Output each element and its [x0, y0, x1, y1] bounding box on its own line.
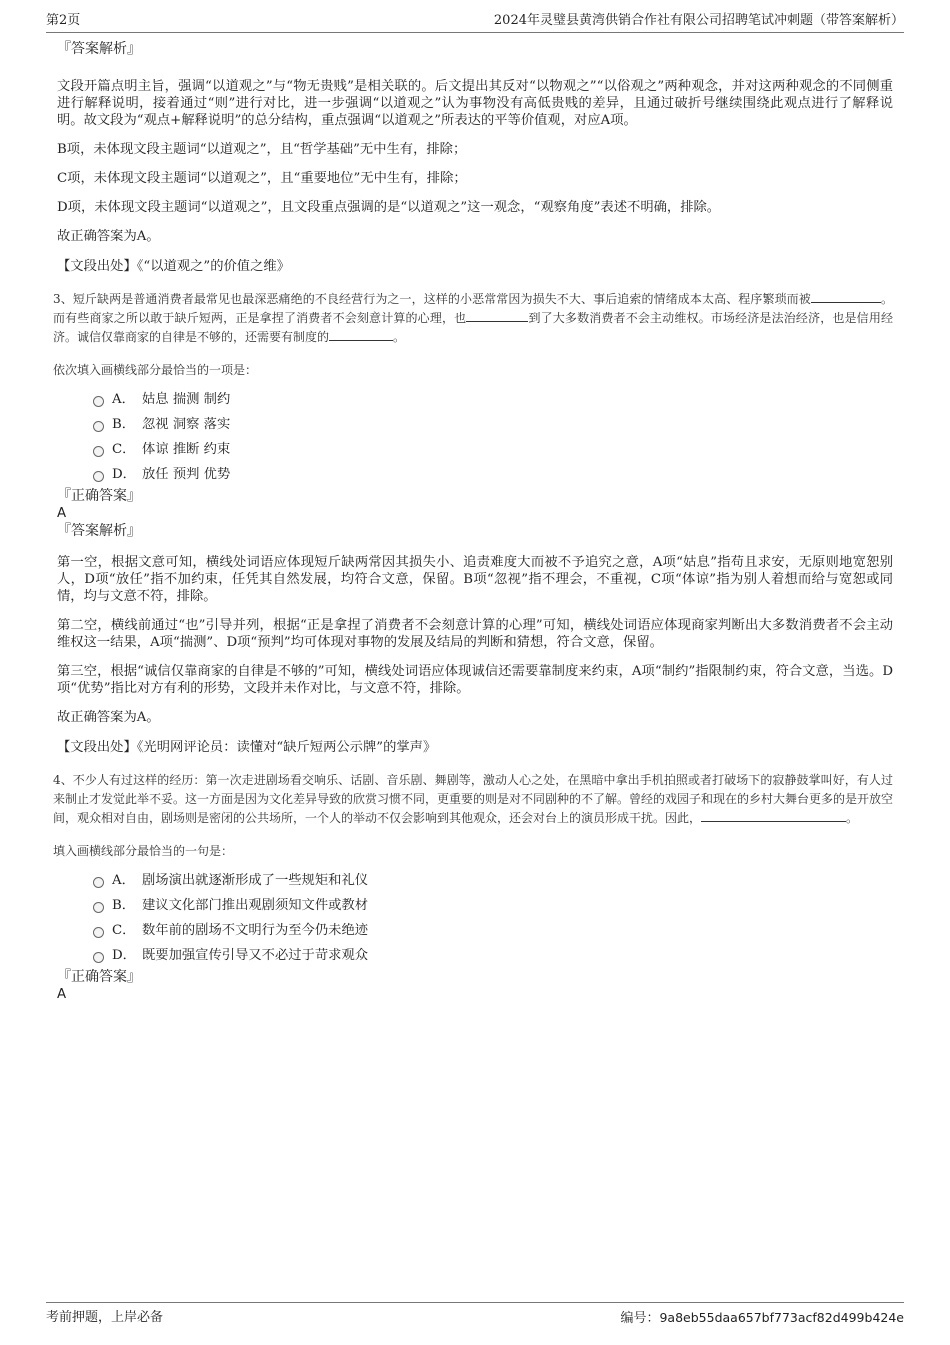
q4-option-c[interactable]: C． 数年前的剧场不文明行为至今仍未绝迹 [93, 918, 893, 943]
q2-analysis-paragraph-4: D项，未体现文段主题词“以道观之”，且文段重点强调的是“以道观之”这一观念，“观察角度”表述不明确，排除。 [57, 200, 721, 215]
fill-blank-3 [329, 328, 393, 341]
q4-option-d[interactable]: D． 既要加强宣传引导又不必过于苛求观众 [93, 943, 893, 968]
radio-icon[interactable] [93, 446, 104, 457]
fill-blank-1 [811, 290, 881, 303]
fill-blank-2 [466, 309, 528, 322]
q3-option-b[interactable]: B． 忽视 洞察 落实 [93, 412, 893, 437]
q3-conclusion: 故正确答案为A。 [57, 710, 160, 725]
q3-prompt: 依次填入画横线部分最恰当的一项是： [53, 363, 258, 377]
radio-icon[interactable] [93, 927, 104, 938]
q3-analysis-label: 『答案解析』 [57, 523, 141, 539]
q3-correct-label: 『正确答案』 [57, 488, 141, 504]
q3-analysis-paragraph-1: 第一空，根据文意可知，横线处词语应体现短斤缺两常因其损失小、追责难度大而被不予追究之意，A项“姑息”指苟且求安，无原则地宽恕别人，D项“放任”指不加约束，任凭其自然发展，均符合文意，保留。B项“忽视”指不理会，不重视，C项“体谅”指为别人着想而给与宽恕或同情，均与文意不符，排除。 [57, 555, 893, 604]
document-code: 编号：9a8eb55daa657bf773acf82d499b424e [620, 1310, 904, 1326]
q3-option-a[interactable]: A． 姑息 揣测 制约 [93, 387, 893, 412]
q3-analysis-paragraph-2: 第二空，横线前通过“也”引导并列，根据“正是拿捏了消费者不会刻意计算的心理”可知，横线处词语应体现商家判断出大多数消费者不会主动维权这一结果，A项“揣测”、D项“预判”均可体现对事物的发展及结局的判断和猜想，符合文意，保留。 [57, 618, 893, 650]
q3-correct-answer: A [57, 506, 67, 521]
page-content [53, 40, 894, 1003]
radio-icon[interactable] [93, 396, 104, 407]
footer-slogan: 考前押题，上岸必备 [46, 1310, 164, 1325]
page-footer [46, 1302, 904, 1327]
q3-option-d[interactable]: D． 放任 预判 优势 [93, 462, 893, 487]
radio-icon[interactable] [93, 952, 104, 963]
q4-option-b[interactable]: B． 建议文化部门推出观剧须知文件或教材 [93, 893, 893, 918]
q4-correct-answer: A [57, 987, 67, 1002]
q3-source: 【文段出处】《光明网评论员：读懂对“缺斤短两公示牌”的掌声》 [57, 740, 437, 755]
page-number: 第2页 [46, 13, 81, 28]
q2-conclusion: 故正确答案为A。 [57, 229, 160, 244]
fill-blank [701, 809, 846, 822]
q3-analysis-paragraph-3: 第三空，根据“诚信仅靠商家的自律是不够的”可知，横线处词语应体现诚信还需要靠制度来约束，A项“制约”指限制约束，符合文意，当选。D项“优势”指比对方有利的形势，文段并未作对比，与文意不符，排除。 [57, 664, 893, 696]
document-title: 2024年灵璧县黄湾供销合作社有限公司招聘笔试冲刺题（带答案解析） [493, 13, 904, 28]
q2-analysis-label: 『答案解析』 [57, 41, 141, 57]
q4-correct-label: 『正确答案』 [57, 969, 141, 985]
q3-stem: 3、短斤缺两是普通消费者最常见也最深恶痛绝的不良经营行为之一，这样的小恶常常因为损失不大、事后追索的情绪成本太高、程序繁琐而被 。而有些商家之所以敢于缺斤短两，正是拿捏了消费者不会刻意计算的心理，也 到了大多数消费者不会主动维权。市场经济是法治经济，也是信用经济。诚信仅靠商家的自律是不够的，还需要有制度的 。 [53, 292, 893, 344]
q2-analysis-paragraph-3: C项，未体现文段主题词“以道观之”，且“重要地位”无中生有，排除； [57, 171, 467, 186]
q4-option-a[interactable]: A． 剧场演出就逐渐形成了一些规矩和礼仪 [93, 868, 893, 893]
q3-option-c[interactable]: C． 体谅 推断 约束 [93, 437, 893, 462]
q4-options [57, 868, 893, 968]
q2-analysis-paragraph-1: 文段开篇点明主旨，强调“以道观之”与“物无贵贱”是相关联的。后文提出其反对“以物观之”“以俗观之”两种观念，并对这两种观念的不同侧重进行解释说明，接着通过“则”进行对比，进一步强调“以道观之”认为事物没有高低贵贱的差异，且通过破折号继续围绕此观点进行了解释说明。故文段为“观点+解释说明”的总分结构，重点强调“以道观之”所表达的平等价值观，对应A项。 [57, 79, 893, 128]
radio-icon[interactable] [93, 902, 104, 913]
radio-icon[interactable] [93, 421, 104, 432]
q4-prompt: 填入画横线部分最恰当的一句是： [53, 844, 234, 858]
q2-source: 【文段出处】《“以道观之”的价值之维》 [57, 259, 290, 274]
q2-analysis-paragraph-2: B项，未体现文段主题词“以道观之”，且“哲学基础”无中生有，排除； [57, 142, 467, 157]
q4-stem: 4、不少人有过这样的经历：第一次走进剧场看交响乐、话剧、音乐剧、舞剧等，激动人心之处，在黑暗中拿出手机拍照或者打破场下的寂静鼓掌叫好，有人过来制止才发觉此举不妥。这一方面是因为文化差异导致的欣赏习惯不同，更重要的则是对不同剧种的不了解。曾经的戏园子和现在的乡村大舞台更多的是开放空间，观众相对自由，剧场则是密闭的公共场所，一个人的举动不仅会影响到其他观众，还会对台上的演员形成干扰。因此， 。 [53, 773, 894, 825]
q3-options [57, 387, 893, 487]
radio-icon[interactable] [93, 471, 104, 482]
radio-icon[interactable] [93, 877, 104, 888]
page-header [46, 12, 904, 33]
